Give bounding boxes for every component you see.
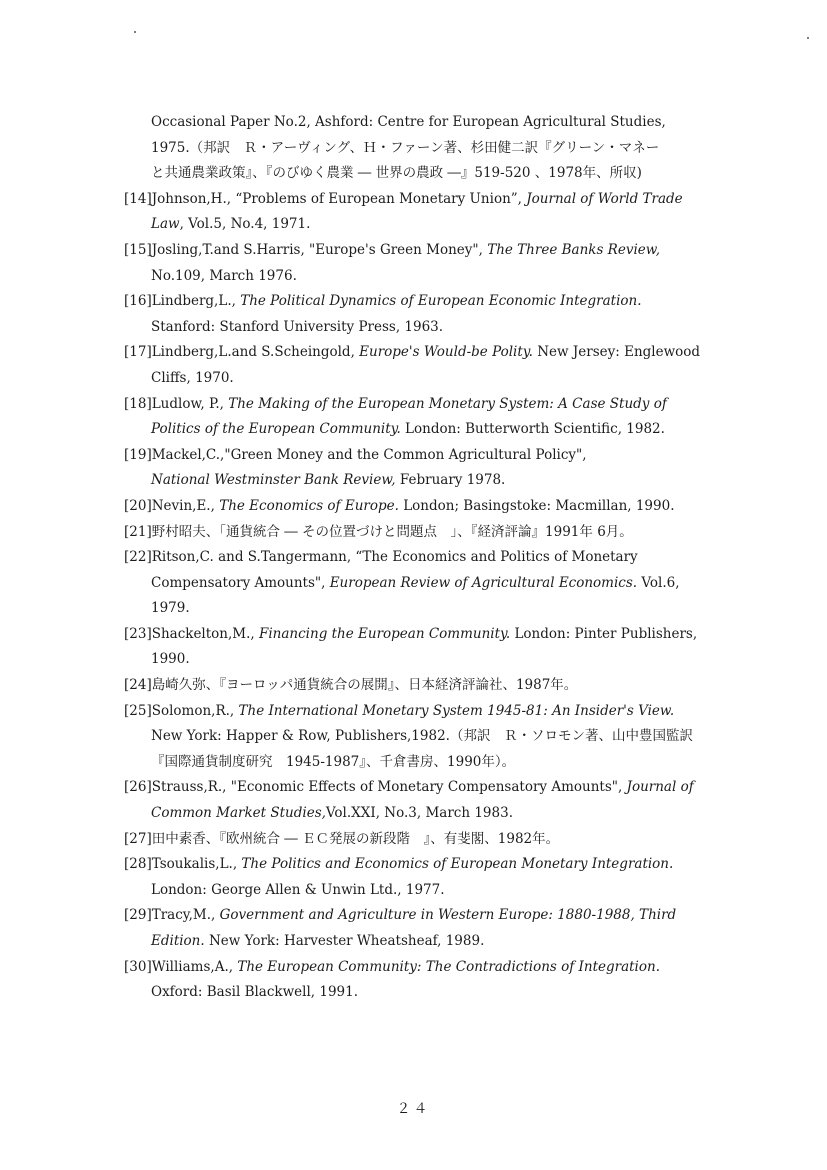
reference-text: February 1978. bbox=[395, 472, 506, 489]
reference-entry bbox=[124, 289, 724, 340]
reference-text: London: George Allen & Unwin Ltd., 1977. bbox=[151, 881, 445, 898]
reference-text: [18]Ludlow, P., bbox=[124, 395, 229, 412]
reference-title-text: The Making of the European Monetary System: A Case Study of bbox=[228, 395, 667, 412]
reference-title-text: Europe's Would-be Polity. bbox=[359, 344, 533, 361]
reference-entry bbox=[124, 494, 724, 520]
reference-text: [26]Strauss,R., "Economic Effects of Monetary Compensatory Amounts", bbox=[124, 779, 627, 796]
reference-text: London: Butterworth Scientific, 1982. bbox=[400, 421, 665, 438]
reference-text: 1990. bbox=[151, 651, 190, 668]
reference-entry bbox=[124, 852, 724, 903]
reference-text: [17]Lindberg,L.and S.Scheingold, bbox=[124, 344, 360, 361]
reference-text: [23]Shackelton,M., bbox=[124, 625, 259, 642]
reference-line bbox=[124, 494, 724, 520]
reference-line bbox=[124, 212, 724, 238]
reference-text: [15]Josling,T.and S.Harris, "Europe's Green Money", bbox=[124, 241, 488, 258]
reference-text: Occasional Paper No.2, Ashford: Centre for European Agricultural Studies, bbox=[151, 114, 666, 130]
reference-title-text: The Economics of Europe. bbox=[219, 497, 399, 514]
reference-entry bbox=[124, 699, 724, 776]
reference-line bbox=[124, 775, 724, 801]
reference-entry bbox=[124, 622, 724, 673]
reference-text: [21]野村昭夫、「通貨統合 ― その位置づけと問題点 」、『経済評論』1991年 6月。 bbox=[124, 523, 633, 540]
reference-line bbox=[124, 289, 724, 315]
reference-text: Vol.6, bbox=[637, 574, 680, 591]
reference-line bbox=[124, 801, 724, 827]
reference-text: New Jersey: Englewood bbox=[532, 344, 701, 361]
reference-line bbox=[124, 622, 724, 648]
reference-line bbox=[124, 315, 724, 341]
reference-entry bbox=[124, 827, 724, 853]
reference-line bbox=[124, 187, 724, 213]
reference-text: No.109, March 1976. bbox=[151, 267, 297, 284]
reference-text: [16]Lindberg,L., bbox=[124, 293, 241, 310]
reference-text: [28]Tsoukalis,L., bbox=[124, 856, 242, 873]
reference-text: 1975.（邦訳 Ｒ・アーヴィング、Ｈ・ファーン著、杉田健二訳『グリーン・マネー bbox=[151, 139, 660, 156]
reference-entry bbox=[124, 903, 724, 954]
page-number: ２４ bbox=[396, 1101, 431, 1117]
reference-text: London: Pinter Publishers, bbox=[510, 625, 698, 642]
reference-title-text: Politics of the European Community. bbox=[151, 421, 401, 438]
reference-line bbox=[124, 468, 724, 494]
reference-line bbox=[124, 366, 724, 392]
reference-entry bbox=[124, 545, 724, 622]
reference-text: [14]Johnson,H., “Problems of European Monetary Union”, bbox=[124, 190, 527, 207]
reference-line bbox=[124, 110, 724, 136]
reference-text: [24]島崎久弥、『ヨーロッパ通貨統合の展開』、日本経済評論社、1987年。 bbox=[124, 677, 578, 694]
reference-line bbox=[124, 929, 724, 955]
reference-list bbox=[124, 110, 724, 1006]
reference-line bbox=[124, 392, 724, 418]
reference-line bbox=[124, 264, 724, 290]
reference-text: [27]田中素香、『欧州統合 ― ＥＣ発展の新段階 』、有斐閣、1982年。 bbox=[124, 830, 560, 847]
reference-title-text: Common Market Studies, bbox=[151, 805, 326, 822]
reference-text: 1979. bbox=[151, 600, 190, 617]
reference-entry bbox=[124, 187, 724, 238]
reference-title-text: National Westminster Bank Review, bbox=[151, 472, 396, 489]
reference-title-text: The Political Dynamics of European Economic Integration. bbox=[240, 293, 642, 310]
reference-line bbox=[124, 443, 724, 469]
reference-line bbox=[124, 699, 724, 725]
reference-title-text: European Review of Agricultural Economics. bbox=[329, 574, 638, 591]
reference-entry bbox=[124, 443, 724, 494]
reference-line bbox=[124, 238, 724, 264]
reference-title-text: Law bbox=[151, 216, 180, 233]
reference-title-text: The Three Banks Review, bbox=[487, 241, 661, 258]
reference-text: Compensatory Amounts", bbox=[151, 574, 330, 591]
reference-line bbox=[124, 136, 724, 162]
reference-text: Oxford: Basil Blackwell, 1991. bbox=[151, 984, 359, 1001]
reference-line bbox=[124, 955, 724, 981]
reference-line bbox=[124, 724, 724, 750]
scan-speck bbox=[807, 37, 809, 39]
scan-speck bbox=[134, 31, 136, 33]
reference-text: [30]Williams,A., bbox=[124, 958, 238, 975]
reference-title-text: Journal of World Trade bbox=[526, 190, 683, 207]
reference-line bbox=[124, 571, 724, 597]
reference-line bbox=[124, 545, 724, 571]
reference-line bbox=[124, 852, 724, 878]
reference-text: Vol.XXI, No.3, March 1983. bbox=[325, 805, 513, 822]
reference-line bbox=[124, 827, 724, 853]
reference-entry bbox=[124, 775, 724, 826]
reference-line bbox=[124, 161, 724, 187]
reference-line bbox=[124, 596, 724, 622]
reference-line bbox=[124, 750, 724, 776]
reference-text: 『国際通貨制度研究 1945-1987』、千倉書房、1990年）。 bbox=[151, 753, 516, 770]
reference-text: Cliffs, 1970. bbox=[151, 369, 234, 386]
reference-line bbox=[124, 878, 724, 904]
reference-title-text: Government and Agriculture in Western Europe: 1880-1988, Third bbox=[219, 907, 677, 924]
reference-text: [19]Mackel,C.,"Green Money and the Common Agricultural Policy", bbox=[124, 446, 587, 463]
reference-title-text: The European Community: The Contradictions of Integration. bbox=[237, 958, 660, 975]
reference-entry bbox=[124, 673, 724, 699]
reference-text: [22]Ritson,C. and S.Tangermann, “The Economics and Politics of Monetary bbox=[124, 549, 638, 566]
reference-title-text: Edition. bbox=[151, 933, 205, 949]
reference-text: と共通農業政策』、『のびゆく農業 ― 世界の農政 ―』519-520 、1978年、所収) bbox=[151, 165, 642, 182]
reference-entry bbox=[124, 392, 724, 443]
reference-line bbox=[124, 417, 724, 443]
reference-title-text: Journal of bbox=[626, 779, 694, 796]
reference-entry bbox=[124, 238, 724, 289]
reference-line bbox=[124, 903, 724, 929]
reference-text: , Vol.5, No.4, 1971. bbox=[179, 216, 311, 233]
reference-text: New York: Happer & Row, Publishers,1982.（邦訳 Ｒ・ソロモン著、山中豊国監訳 bbox=[151, 728, 693, 745]
reference-line bbox=[124, 520, 724, 546]
reference-entry bbox=[124, 340, 724, 391]
reference-text: Stanford: Stanford University Press, 1963. bbox=[151, 318, 444, 335]
reference-entry bbox=[124, 520, 724, 546]
reference-line bbox=[124, 980, 724, 1006]
reference-text: [25]Solomon,R., bbox=[124, 702, 239, 719]
reference-title-text: Financing the European Community. bbox=[259, 625, 511, 642]
reference-text: [20]Nevin,E., bbox=[124, 497, 220, 514]
reference-entry bbox=[124, 110, 724, 187]
reference-title-text: The International Monetary System 1945-81: An Insider's View. bbox=[238, 702, 675, 719]
reference-line bbox=[124, 340, 724, 366]
reference-entry bbox=[124, 955, 724, 1006]
reference-text: New York: Harvester Wheatsheaf, 1989. bbox=[204, 933, 485, 949]
reference-line bbox=[124, 673, 724, 699]
reference-line bbox=[124, 647, 724, 673]
reference-text: London; Basingstoke: Macmillan, 1990. bbox=[398, 497, 675, 514]
reference-text: [29]Tracy,M., bbox=[124, 907, 220, 924]
reference-title-text: The Politics and Economics of European Monetary Integration. bbox=[241, 856, 674, 873]
